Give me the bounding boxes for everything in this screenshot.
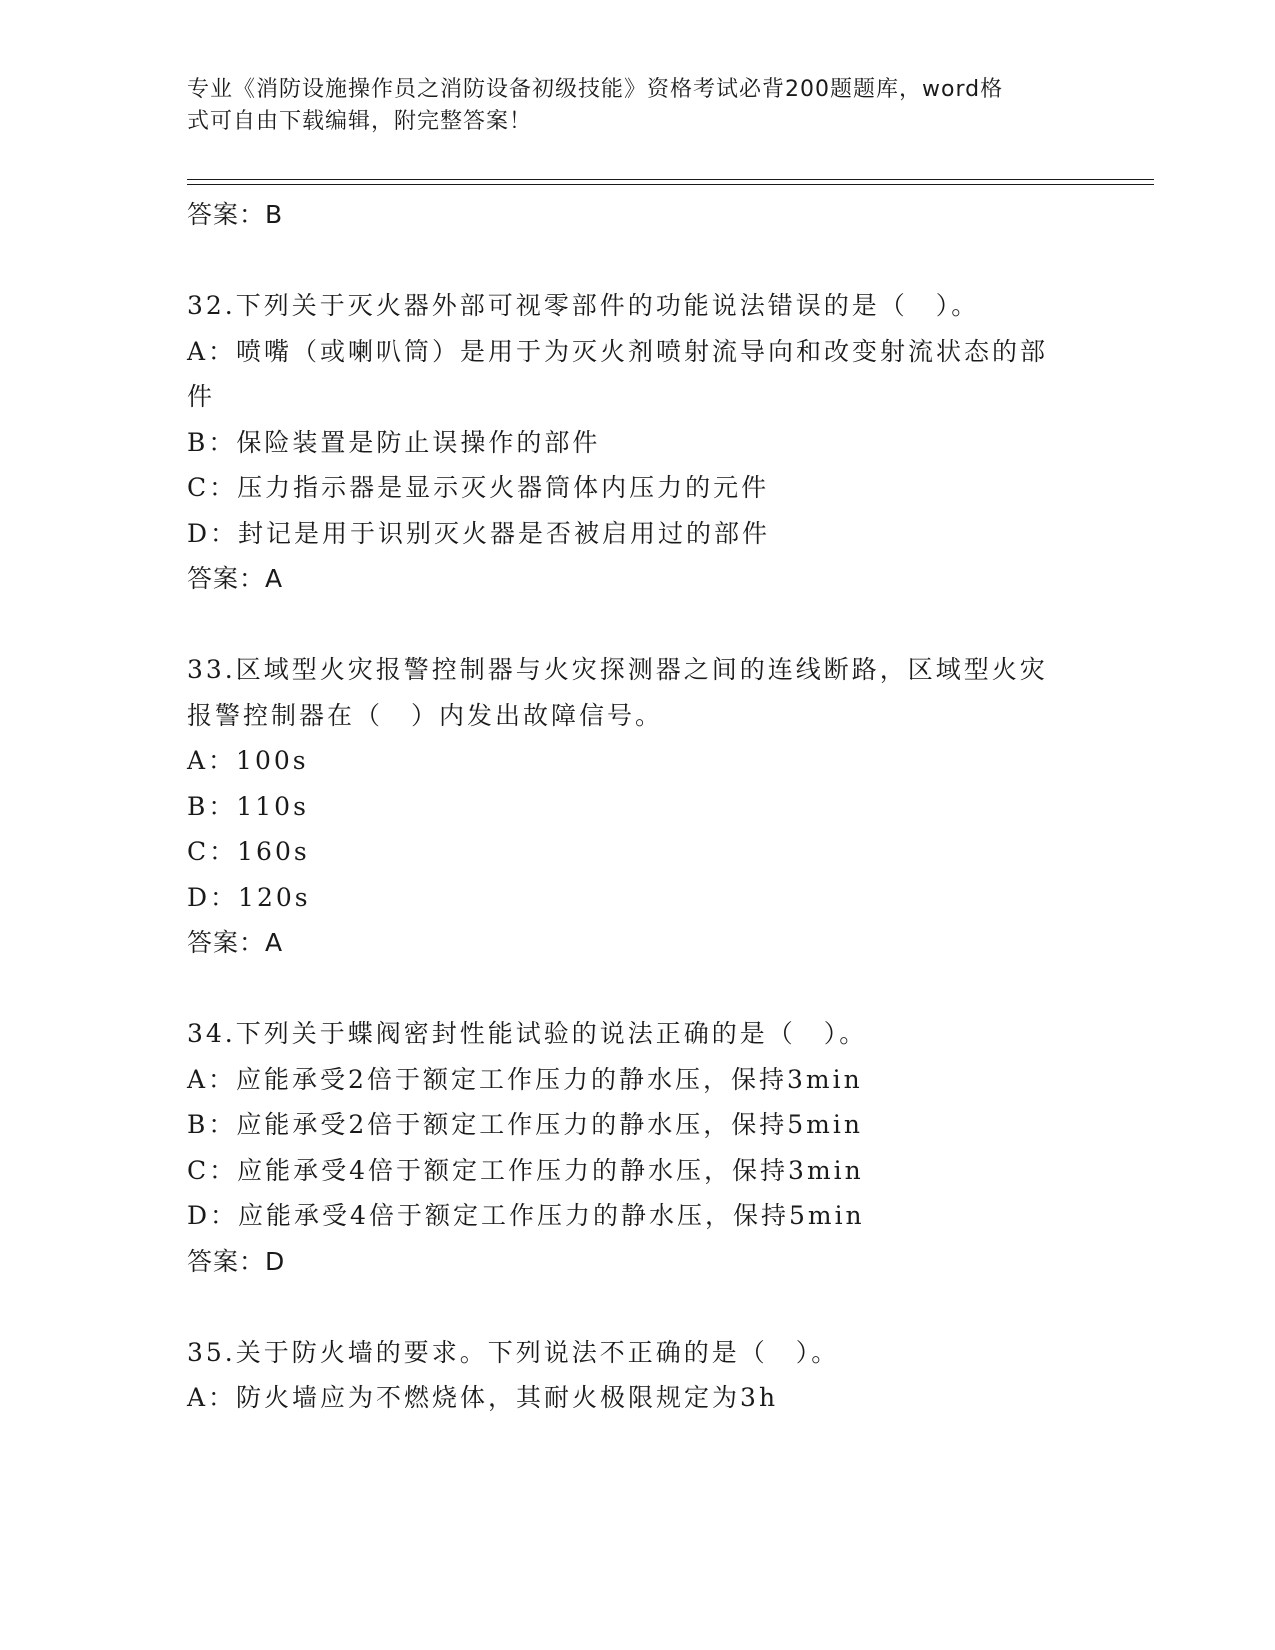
option-a-continued: 件: [187, 382, 216, 411]
question-stem: [187, 283, 1087, 329]
option-a: A：喷嘴（或喇叭筒）是用于为灭火剂喷射流导向和改变射流状态的部: [187, 336, 1049, 366]
option-a: A：应能承受2倍于额定工作压力的静水压，保持3min: [187, 1064, 863, 1094]
answer-value: D: [265, 1246, 286, 1276]
answer-label: 答案：: [187, 200, 266, 229]
question-stem-line: 33.区域型火灾报警控制器与火灾探测器之间的连线断路，区域型火灾: [187, 655, 1048, 684]
option-a: A：防火墙应为不燃烧体，其耐火极限规定为3h: [187, 1383, 779, 1412]
answer-line: [187, 1239, 1087, 1285]
question-stem: [187, 1011, 1087, 1057]
answer-value: A: [265, 928, 284, 957]
question-block: [187, 1011, 1087, 1285]
header-divider-top: [187, 179, 1154, 180]
answer-line: [187, 556, 1087, 602]
option-b: B：应能承受2倍于额定工作压力的静水压，保持5min: [187, 1110, 863, 1139]
answer-label: 答案：: [187, 1246, 266, 1276]
header-line-2: 式可自由下载编辑，附完整答案！: [187, 109, 533, 134]
question-list: [187, 192, 1087, 1421]
answer-line: [187, 920, 1087, 966]
question-stem-line: 35.关于防火墙的要求。下列说法不正确的是（ ）。: [187, 1337, 840, 1367]
option-a: A：100s: [187, 746, 309, 775]
header-divider-bottom: [187, 184, 1154, 185]
question-stem: [187, 1330, 1087, 1376]
header-line-1: 专业《消防设施操作员之消防设备初级技能》资格考试必背200题题库，word格: [187, 77, 1004, 102]
answer-label: 答案：: [187, 564, 266, 593]
question-block: [187, 647, 1087, 966]
document-header: [187, 74, 1067, 138]
option-d: D：应能承受4倍于额定工作压力的静水压，保持5min: [187, 1201, 865, 1230]
option-c: C：应能承受4倍于额定工作压力的静水压，保持3min: [187, 1155, 864, 1185]
question-block: [187, 283, 1087, 602]
answer-value: A: [265, 564, 284, 593]
previous-answer: [187, 192, 1087, 238]
option-c: C：压力指示器是显示灭火器筒体内压力的元件: [187, 473, 770, 502]
question-stem: [187, 647, 1087, 738]
question-stem-line: 32.下列关于灭火器外部可视零部件的功能说法错误的是（ ）。: [187, 291, 980, 320]
question-stem-line: 报警控制器在（ ）内发出故障信号。: [187, 700, 664, 730]
answer-label: 答案：: [187, 928, 266, 957]
answer-value: B: [265, 200, 284, 229]
option-d: D：120s: [187, 882, 311, 912]
option-b: B：110s: [187, 791, 309, 821]
question-stem-line: 34.下列关于蝶阀密封性能试验的说法正确的是（ ）。: [187, 1019, 868, 1048]
option-b: B：保险装置是防止误操作的部件: [187, 427, 601, 457]
option-c: C：160s: [187, 837, 310, 866]
option-d: D：封记是用于识别灭火器是否被启用过的部件: [187, 518, 771, 548]
question-block: [187, 1330, 1087, 1421]
